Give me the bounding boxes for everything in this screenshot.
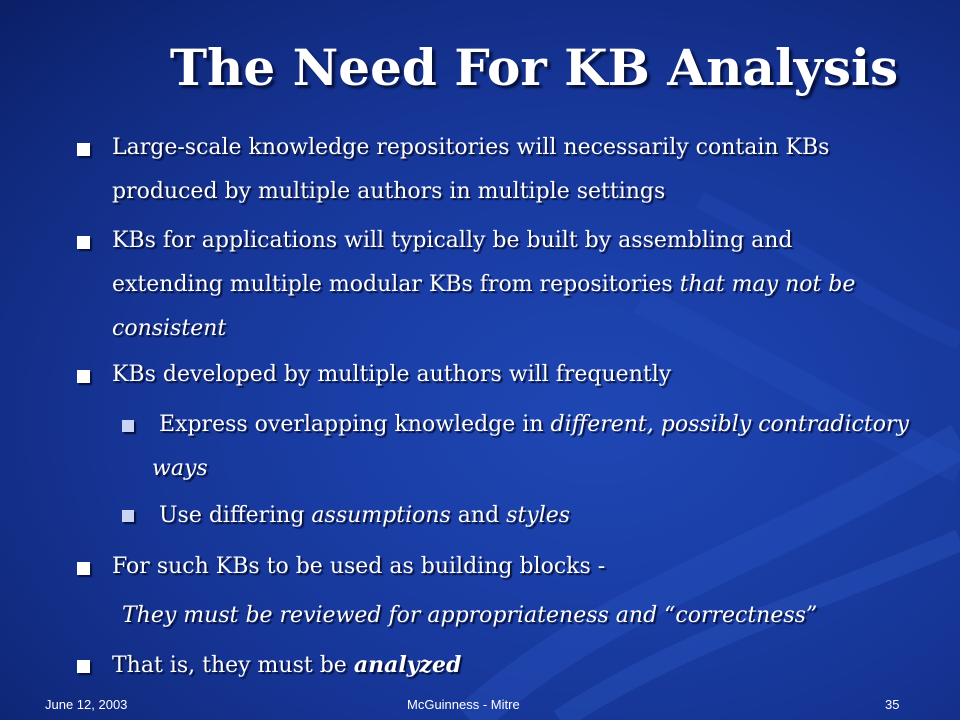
footer-presenter: McGuinness - Mitre [407, 697, 520, 712]
bullet-text [112, 643, 461, 688]
sub-bullet-text-normal: Express overlapping knowledge in [159, 412, 551, 437]
bullet-text: KBs for applications will typically be built by assembling and [112, 228, 793, 253]
sub-bullet-text [152, 447, 942, 491]
footer-page-number: 35 [885, 697, 900, 712]
indented-italic-line [122, 594, 817, 638]
bullet-item-5 [112, 643, 461, 688]
bullet-item-4 [112, 545, 605, 589]
bullet-text-italic: consistent [112, 316, 227, 341]
bullet-text: Large-scale knowledge repositories will necessarily contain KBs [112, 135, 830, 160]
bullet-text: For such KBs to be used as building blocks - [112, 554, 606, 579]
bullet-text-normal: That is, they must be [112, 653, 354, 678]
bullet-text [112, 307, 855, 351]
bullet-item-1 [112, 126, 829, 214]
bullet-marker [77, 143, 90, 156]
bullet-marker [77, 660, 90, 673]
bullet-item-3 [112, 353, 671, 397]
bullet-marker [77, 370, 90, 383]
bullet-text: KBs developed by multiple authors will frequently [112, 362, 672, 387]
bullet-marker [77, 236, 90, 249]
sub-bullet-text [152, 494, 570, 538]
sub-bullet-text-normal: Use differing [159, 503, 312, 528]
slide-title: The Need For KB Analysis [169, 38, 899, 97]
sub-bullet-text-italic: assumptions [311, 503, 451, 528]
sub-bullet-marker [122, 420, 134, 432]
bullet-text-italic: that may not be [679, 272, 856, 297]
sub-bullet-text-italic: ways [152, 456, 208, 481]
sub-bullet-item-1 [152, 403, 942, 491]
italic-text: They must be reviewed for appropriateness and “correctness” [122, 603, 818, 628]
bullet-text-bold-italic: analyzed [353, 652, 462, 678]
sub-bullet-marker [122, 510, 134, 522]
sub-bullet-text-normal: and [450, 503, 507, 528]
sub-bullet-item-2 [152, 494, 570, 538]
bullet-text-normal: extending multiple modular KBs from repositories [112, 272, 680, 297]
bullet-marker [77, 562, 90, 575]
bullet-item-2 [112, 219, 855, 351]
sub-bullet-text [152, 403, 942, 447]
bullet-text [112, 263, 855, 307]
bullet-text: produced by multiple authors in multiple settings [112, 179, 666, 204]
footer-date: June 12, 2003 [45, 697, 128, 712]
sub-bullet-text-italic: different, possibly contradictory [550, 412, 909, 437]
sub-bullet-text-italic: styles [506, 503, 571, 528]
